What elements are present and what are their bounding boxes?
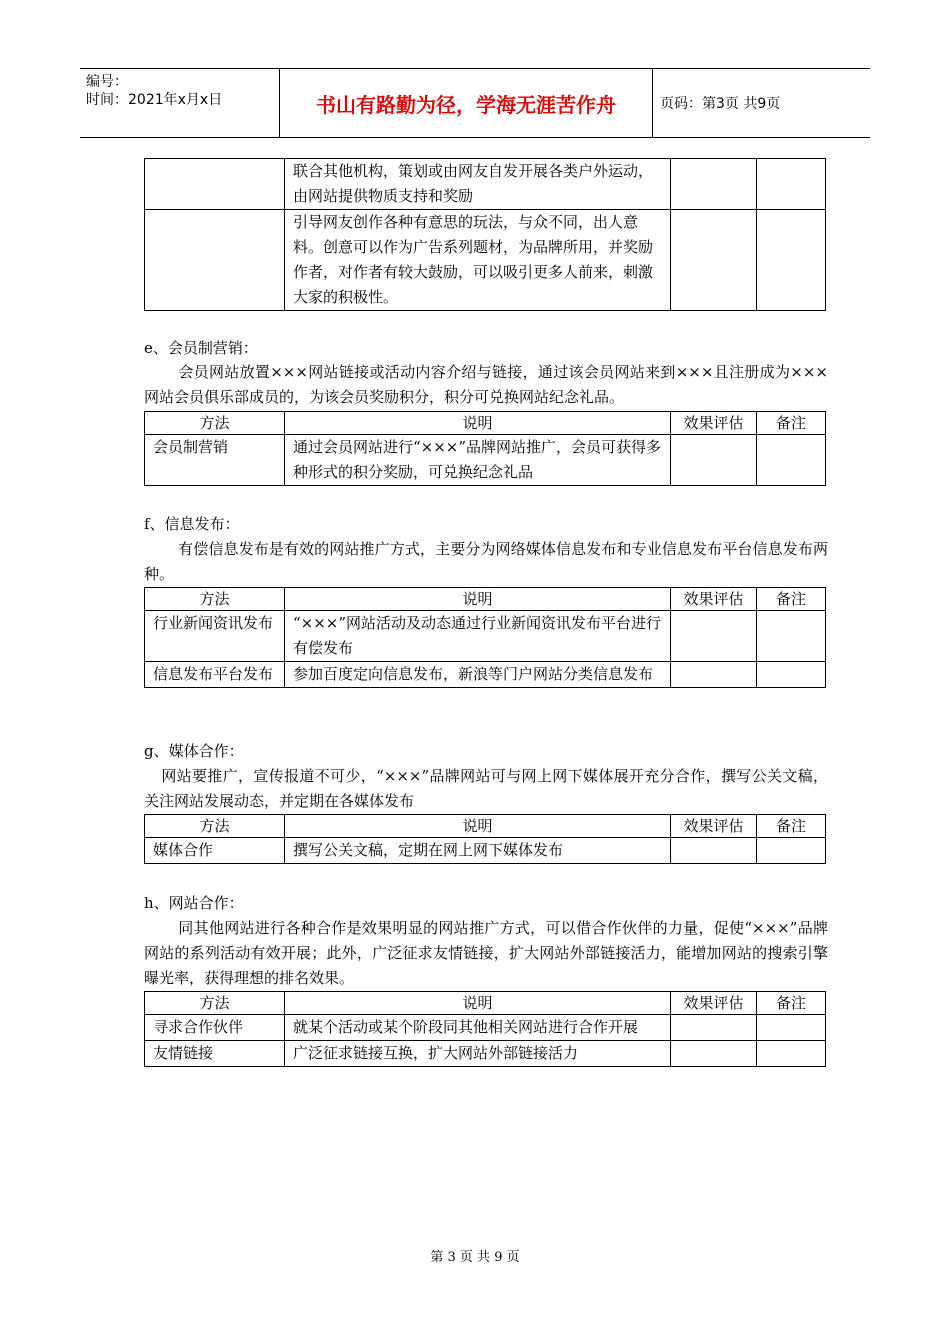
time-label: 时间：2021年x月x日 (86, 92, 223, 108)
desc-cell: 撰写公关文稿，定期在网上网下媒体发布 (285, 838, 671, 864)
eval-cell (671, 1041, 757, 1067)
table-row (145, 1015, 826, 1041)
col-desc: 说明 (285, 815, 671, 838)
col-note: 备注 (757, 992, 826, 1015)
note-cell (757, 1015, 826, 1041)
eval-cell (671, 611, 757, 662)
table-row (145, 838, 826, 864)
table-row (145, 159, 826, 210)
desc-cell: 广泛征求链接互换，扩大网站外部链接活力 (285, 1041, 671, 1067)
section-title-h: h、网站合作： (144, 894, 244, 912)
table-continued (144, 158, 826, 311)
table-row (145, 662, 826, 688)
section-title-f: f、信息发布： (144, 515, 240, 533)
section-para-g: 网站要推广，宣传报道不可少，“×××”品牌网站可与网上网下媒体展开充分合作，撰写公关文稿，关注网站发展动态，并定期在各媒体发布 (144, 767, 828, 810)
eval-cell (671, 662, 757, 688)
desc-cell: 引导网友创作各种有意思的玩法，与众不同，出人意料。创意可以作为广告系列题材，为品牌所用，并奖励作者，对作者有较大鼓励，可以吸引更多人前来，刺激大家的积极性。 (285, 210, 671, 311)
header-page-info: 页码：第3页 共9页 (660, 96, 781, 112)
section-para-e: 会员网站放置×××网站链接或活动内容介绍与链接，通过该会员网站来到×××且注册成为×××网站会员俱乐部成员的，为该会员奖励积分，积分可兑换网站纪念礼品。 (144, 363, 828, 406)
desc-cell: 联合其他机构，策划或由网友自发开展各类户外运动，由网站提供物质支持和奖励 (285, 159, 671, 210)
desc-cell: 通过会员网站进行“×××”品牌网站推广，会员可获得多种形式的积分奖励，可兑换纪念礼品 (285, 435, 671, 486)
method-cell (145, 159, 285, 210)
col-eval: 效果评估 (671, 588, 757, 611)
eval-cell (671, 435, 757, 486)
method-cell: 会员制营销 (145, 435, 285, 486)
eval-cell (671, 159, 757, 210)
table-row (145, 611, 826, 662)
header-meta (80, 69, 280, 137)
table-header-row (145, 815, 826, 838)
method-cell: 行业新闻资讯发布 (145, 611, 285, 662)
table-row (145, 1041, 826, 1067)
section-title-e: e、会员制营销： (144, 339, 258, 357)
table-f (144, 587, 826, 688)
eval-cell (671, 838, 757, 864)
note-cell (757, 662, 826, 688)
col-method: 方法 (145, 992, 285, 1015)
col-eval: 效果评估 (671, 815, 757, 838)
note-cell (757, 435, 826, 486)
method-cell: 友情链接 (145, 1041, 285, 1067)
table-h (144, 991, 826, 1067)
table-row (145, 210, 826, 311)
note-cell (757, 210, 826, 311)
col-desc: 说明 (285, 588, 671, 611)
table-header-row (145, 992, 826, 1015)
desc-cell: 参加百度定向信息发布，新浪等门户网站分类信息发布 (285, 662, 671, 688)
section-title-g: g、媒体合作： (144, 742, 244, 760)
eval-cell (671, 1015, 757, 1041)
section-para-f: 有偿信息发布是有效的网站推广方式，主要分为网络媒体信息发布和专业信息发布平台信息发布两种。 (144, 540, 828, 583)
method-cell: 信息发布平台发布 (145, 662, 285, 688)
section-para-h: 同其他网站进行各种合作是效果明显的网站推广方式，可以借合作伙伴的力量，促使“×××”品牌网站的系列活动有效开展；此外，广泛征求友情链接，扩大网站外部链接活力，能增加网站的搜索引擎曝光率，获得理想的排名效果。 (144, 919, 828, 987)
col-eval: 效果评估 (671, 412, 757, 435)
note-cell (757, 159, 826, 210)
table-row (145, 435, 826, 486)
desc-cell: “×××”网站活动及动态通过行业新闻资讯发布平台进行有偿发布 (285, 611, 671, 662)
number-label: 编号： (86, 74, 128, 90)
col-desc: 说明 (285, 412, 671, 435)
note-cell (757, 611, 826, 662)
method-cell (145, 210, 285, 311)
table-e (144, 411, 826, 486)
col-method: 方法 (145, 588, 285, 611)
note-cell (757, 1041, 826, 1067)
note-cell (757, 838, 826, 864)
page-header (80, 68, 870, 138)
col-note: 备注 (757, 815, 826, 838)
col-desc: 说明 (285, 992, 671, 1015)
col-method: 方法 (145, 412, 285, 435)
desc-cell: 就某个活动或某个阶段同其他相关网站进行合作开展 (285, 1015, 671, 1041)
eval-cell (671, 210, 757, 311)
col-note: 备注 (757, 412, 826, 435)
col-eval: 效果评估 (671, 992, 757, 1015)
header-motto: 书山有路勤为径，学海无涯苦作舟 (280, 69, 653, 137)
col-note: 备注 (757, 588, 826, 611)
table-g (144, 814, 826, 864)
method-cell: 寻求合作伙伴 (145, 1015, 285, 1041)
col-method: 方法 (145, 815, 285, 838)
table-header-row (145, 412, 826, 435)
page-footer: 第 3 页 共 9 页 (430, 1250, 520, 1265)
method-cell: 媒体合作 (145, 838, 285, 864)
table-header-row (145, 588, 826, 611)
